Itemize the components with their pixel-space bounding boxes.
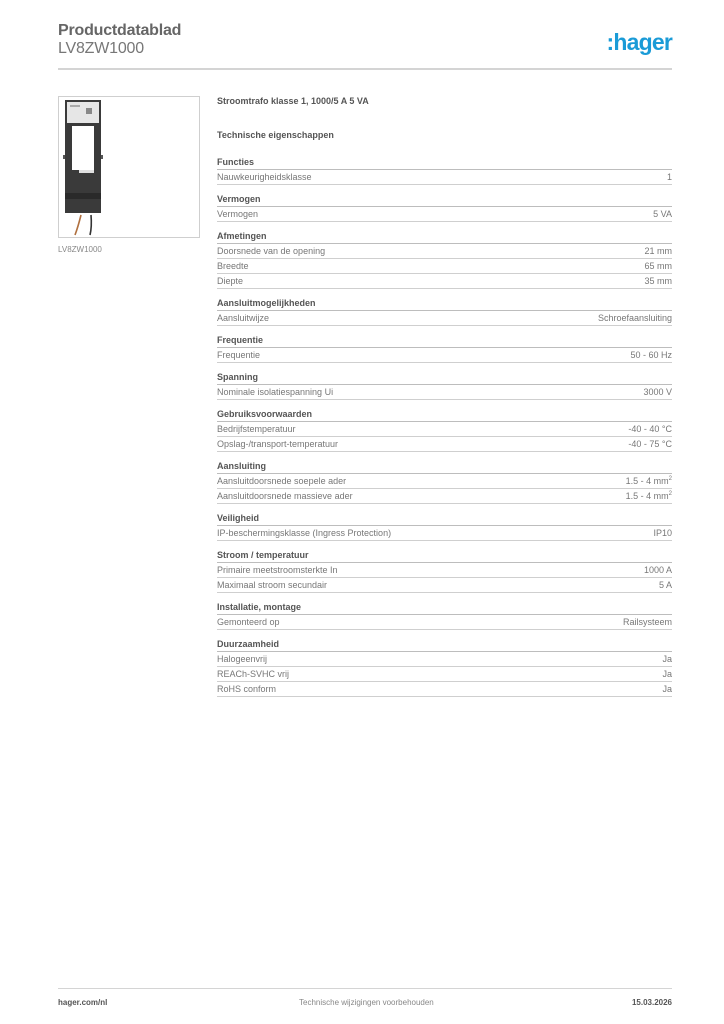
spec-row bbox=[217, 170, 672, 185]
group-title: Gebruiksvoorwaarden bbox=[217, 408, 672, 422]
spec-group bbox=[217, 460, 672, 504]
spec-value-text: Ja bbox=[662, 669, 672, 679]
spec-label: Opslag-/transport-temperatuur bbox=[217, 439, 339, 449]
spec-value bbox=[644, 563, 672, 577]
spec-group bbox=[217, 297, 672, 326]
spec-row bbox=[217, 578, 672, 593]
spec-row bbox=[217, 667, 672, 682]
group-title: Installatie, montage bbox=[217, 601, 672, 615]
spec-value-text: 21 mm bbox=[644, 246, 672, 256]
spec-label: Gemonteerd op bbox=[217, 617, 280, 627]
spec-value bbox=[653, 207, 672, 221]
hager-logo: :hager bbox=[606, 29, 672, 55]
spec-groups bbox=[217, 156, 672, 697]
current-transformer-icon bbox=[59, 97, 199, 237]
spec-value bbox=[628, 422, 672, 436]
page-title: Productdatablad bbox=[58, 22, 182, 39]
spec-value-text: 5 VA bbox=[653, 209, 672, 219]
footer-website[interactable]: hager.com/nl bbox=[58, 998, 108, 1007]
spec-row bbox=[217, 311, 672, 326]
spec-value bbox=[643, 385, 672, 399]
spec-value-text: 50 - 60 Hz bbox=[630, 350, 672, 360]
footer-date: 15.03.2026 bbox=[631, 998, 672, 1007]
spec-row bbox=[217, 259, 672, 274]
spec-row bbox=[217, 652, 672, 667]
spec-group bbox=[217, 512, 672, 541]
spec-label: Nominale isolatiespanning Ui bbox=[217, 387, 334, 397]
spec-label: Aansluitwijze bbox=[217, 313, 270, 323]
spec-value-text: -40 - 40 °C bbox=[628, 424, 672, 434]
spec-value-text: 1.5 - 4 mm bbox=[625, 491, 669, 501]
spec-value-text: 65 mm bbox=[644, 261, 672, 271]
spec-row bbox=[217, 437, 672, 452]
spec-row bbox=[217, 474, 672, 489]
product-image bbox=[58, 96, 200, 238]
spec-group bbox=[217, 156, 672, 185]
spec-group bbox=[217, 408, 672, 452]
spec-value bbox=[626, 474, 672, 488]
group-title: Aansluiting bbox=[217, 460, 672, 474]
spec-row bbox=[217, 207, 672, 222]
spec-value bbox=[598, 311, 672, 325]
group-title: Functies bbox=[217, 156, 672, 170]
spec-value-text: Ja bbox=[662, 654, 672, 664]
spec-value bbox=[630, 348, 672, 362]
spec-value-text: 1.5 - 4 mm bbox=[625, 476, 669, 486]
spec-row bbox=[217, 385, 672, 400]
page-header bbox=[58, 22, 672, 70]
spec-label: Halogeenvrij bbox=[217, 654, 268, 664]
spec-label: RoHS conform bbox=[217, 684, 277, 694]
product-code: LV8ZW1000 bbox=[58, 40, 144, 57]
group-title: Duurzaamheid bbox=[217, 638, 672, 652]
spec-value bbox=[662, 652, 672, 666]
spec-value-text: 1000 A bbox=[643, 565, 672, 575]
spec-label: Aansluitdoorsnede soepele ader bbox=[217, 476, 347, 486]
spec-value-text: Ja bbox=[662, 684, 672, 694]
spec-label: Frequentie bbox=[217, 350, 261, 360]
spec-label: Bedrijfstemperatuur bbox=[217, 424, 296, 434]
spec-value bbox=[662, 682, 672, 696]
spec-label: Breedte bbox=[217, 261, 249, 271]
spec-row bbox=[217, 274, 672, 289]
spec-group bbox=[217, 230, 672, 289]
spec-row bbox=[217, 563, 672, 578]
spec-row bbox=[217, 422, 672, 437]
footer-notice: Technische wijzigingen voorbehouden bbox=[299, 998, 434, 1007]
spec-value bbox=[623, 615, 672, 629]
spec-label: Maximaal stroom secundair bbox=[217, 580, 328, 590]
spec-group bbox=[217, 334, 672, 363]
spec-label: Diepte bbox=[217, 276, 244, 286]
spec-value bbox=[644, 274, 672, 288]
spec-value-text: 3000 V bbox=[643, 387, 672, 397]
section-title: Technische eigenschappen bbox=[217, 130, 334, 140]
spec-value bbox=[659, 578, 672, 592]
spec-value-superscript: 2 bbox=[668, 491, 672, 497]
spec-row bbox=[217, 682, 672, 697]
group-title: Vermogen bbox=[217, 193, 672, 207]
spec-value-text: Schroefaansluiting bbox=[597, 313, 672, 323]
spec-value bbox=[626, 489, 672, 503]
spec-group bbox=[217, 601, 672, 630]
spec-row bbox=[217, 348, 672, 363]
spec-label: Nauwkeurigheidsklasse bbox=[217, 172, 312, 182]
spec-row bbox=[217, 489, 672, 504]
spec-value-text: Railsysteem bbox=[622, 617, 672, 627]
spec-value bbox=[644, 259, 672, 273]
spec-group bbox=[217, 193, 672, 222]
spec-group bbox=[217, 638, 672, 697]
spec-group bbox=[217, 371, 672, 400]
group-title: Afmetingen bbox=[217, 230, 672, 244]
spec-label: IP-beschermingsklasse (Ingress Protection) bbox=[217, 528, 392, 538]
group-title: Veiligheid bbox=[217, 512, 672, 526]
header-divider bbox=[58, 68, 672, 70]
spec-value-text: 35 mm bbox=[644, 276, 672, 286]
spec-label: Primaire meetstroomsterkte In bbox=[217, 565, 338, 575]
product-description: Stroomtrafo klasse 1, 1000/5 A 5 VA bbox=[217, 96, 369, 106]
spec-value-text: IP10 bbox=[653, 528, 672, 538]
spec-value bbox=[662, 667, 672, 681]
spec-value-text: 5 A bbox=[658, 580, 672, 590]
spec-row bbox=[217, 244, 672, 259]
spec-value bbox=[628, 437, 672, 451]
spec-value-text: 1 bbox=[666, 172, 672, 182]
group-title: Stroom / temperatuur bbox=[217, 549, 672, 563]
spec-label: Aansluitdoorsnede massieve ader bbox=[217, 491, 353, 501]
spec-group bbox=[217, 549, 672, 593]
footer-divider bbox=[58, 988, 672, 989]
spec-value bbox=[667, 170, 672, 184]
spec-label: Doorsnede van de opening bbox=[217, 246, 326, 256]
spec-row bbox=[217, 615, 672, 630]
spec-content bbox=[217, 96, 672, 705]
image-caption: LV8ZW1000 bbox=[58, 245, 102, 254]
group-title: Aansluitmogelijkheden bbox=[217, 297, 672, 311]
spec-value bbox=[653, 526, 672, 540]
spec-label: REACh-SVHC vrij bbox=[217, 669, 290, 679]
spec-label: Vermogen bbox=[217, 209, 259, 219]
spec-row bbox=[217, 526, 672, 541]
group-title: Frequentie bbox=[217, 334, 672, 348]
group-title: Spanning bbox=[217, 371, 672, 385]
spec-value-text: -40 - 75 °C bbox=[628, 439, 672, 449]
spec-value-superscript: 2 bbox=[668, 476, 672, 482]
spec-value bbox=[644, 244, 672, 258]
